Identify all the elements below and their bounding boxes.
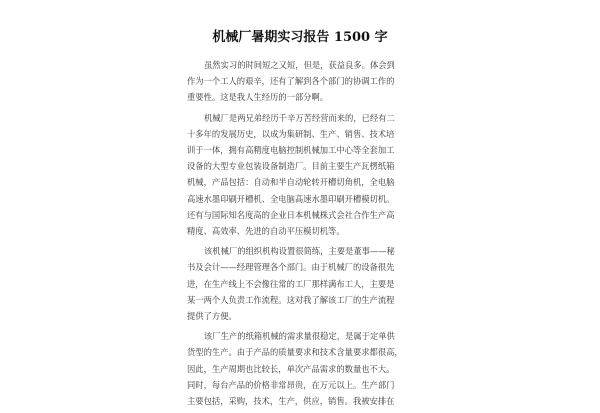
text-line: 设备的大型专业包装设备制造厂。目前主要生产瓦楞纸箱 <box>187 161 395 172</box>
paragraph-1 <box>187 57 413 106</box>
text-line: 同时，每台产品的价格非常昂贵，在万元以上。生产部门 <box>187 379 395 390</box>
document-body <box>187 30 413 413</box>
text-line: 书及会计——经理管理各个部门。由于机械厂的设备很先 <box>187 262 395 273</box>
text-line: 作为一个工人的艰辛，还有了解到各个部门的协调工作的 <box>187 76 395 87</box>
text-line: 机械，产品包括：自动和半自动轮转开槽切角机，全电脑 <box>187 177 395 188</box>
text-line: 重要性。这是我人生经历的一部分啊。 <box>187 92 329 103</box>
text-line: 提供了方便。 <box>187 311 237 322</box>
text-line: 该机械厂的组织机构设置很简练，主要是董事——秘 <box>204 246 395 257</box>
text-line: 虽然实习的时间短之又短，但是，获益良多。体会到 <box>204 60 395 70</box>
text-line: 十多年的发展历史，以成为集研制、生产、销售、技术培 <box>187 128 395 139</box>
text-line: 主要包括，采购，技术，生产，供应，销售。我被安排在 <box>187 396 395 407</box>
text-line: 进，在生产线上不会像往常的工厂那样满布工人，主要是 <box>187 278 395 289</box>
text-line: 精度、高效率、先进的自动平压模切机等。 <box>187 226 345 237</box>
text-line: 机械厂是两兄弟经历千辛万苦经营而来的，已经有二 <box>204 112 395 123</box>
paragraph-4 <box>187 328 413 409</box>
paragraph-2 <box>187 110 413 240</box>
paragraph-3 <box>187 243 413 324</box>
document-title: 机械厂暑期实习报告 1500 字 <box>212 30 388 45</box>
text-line: 训于一体，拥有高精度电脑控制机械加工中心等全套加工 <box>187 145 395 156</box>
text-line: 该厂生产的纸箱机械的需求量很稳定，是属于定单供 <box>204 331 395 342</box>
text-line: 因此，生产周期也比较长，单次产品需求的数量也不大。 <box>187 363 395 374</box>
text-line: 还有与国际知名度高的企业日本机械株式会社合作生产高 <box>187 209 395 220</box>
text-line: 高速水墨印刷开槽机、全电脑高速水墨印刷开槽模切机。 <box>187 193 395 204</box>
text-line: 某一两个人负责工作流程。这对我了解该工厂的生产流程 <box>187 294 395 305</box>
text-line: 货型的生产。由于产品的质量要求和技术含量要求都很高， <box>187 347 403 358</box>
